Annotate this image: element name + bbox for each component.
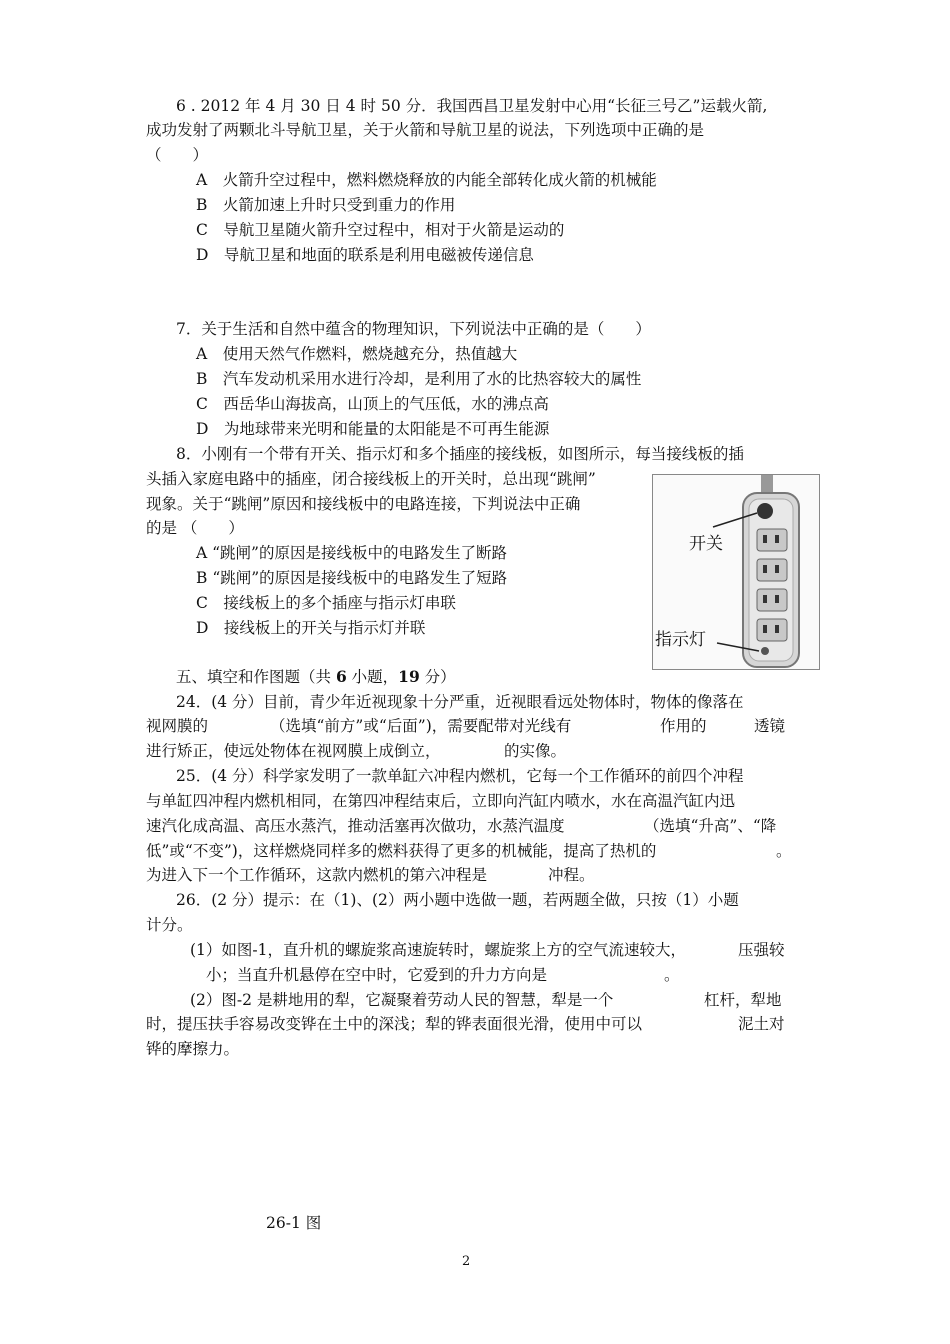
- q26-part1a: (1）如图-1，直升机的螺旋浆高速旋转时，螺旋浆上方的空气流速较大，: [190, 941, 687, 959]
- q24-line3b: 的实像。: [504, 742, 567, 760]
- q24-line2c: 作用的: [660, 717, 707, 735]
- q25-line4b: 。: [776, 842, 792, 860]
- q25-line5b: 冲程。: [548, 866, 595, 884]
- q26-part2a: (2）图-2 是耕地用的犁，它凝聚着劳动人民的智慧，犁是一个: [190, 991, 614, 1009]
- q7-option-c: C 西岳华山海拔高，山顶上的气压低，水的沸点高: [196, 395, 549, 413]
- q8-option-d: D 接线板上的开关与指示灯并联: [196, 619, 426, 637]
- q24-line2a: 视网膜的: [146, 717, 209, 735]
- q6-option-d: D 导航卫星和地面的联系是利用电磁被传递信息: [196, 246, 534, 264]
- section-5-heading: [176, 667, 456, 687]
- q7-option-a: A 使用天然气作燃料，燃烧越充分，热值越大: [196, 345, 518, 363]
- section-5-prefix: 五、填空和作图题（共: [176, 668, 336, 686]
- q6-line1: 6 . 2012 年 4 月 30 日 4 时 50 分．我国西昌卫星发射中心用“长征三号乙”运载火箭,: [176, 97, 768, 115]
- q24-line1: 24．(4 分）目前，青少年近视现象十分严重，近视眼看远处物体时，物体的像落在: [176, 693, 744, 711]
- q6-option-a: A 火箭升空过程中，燃料燃烧释放的内能全部转化成火箭的机械能: [196, 171, 657, 189]
- q6-option-b: B 火箭加速上升时只受到重力的作用: [196, 196, 456, 214]
- q26-line2: 计分。: [146, 916, 193, 934]
- q25-line1: 25．(4 分）科学家发明了一款单缸六冲程内燃机，它每一个工作循环的前四个冲程: [176, 767, 744, 785]
- q6-line2: 成功发射了两颗北斗导航卫星，关于火箭和导航卫星的说法，下列选项中正确的是: [146, 121, 705, 139]
- q8-line3: 现象。关于“跳闸”原因和接线板中的电路连接，下判说法中正确: [146, 495, 581, 513]
- q24-line3a: 进行矫正，使远处物体在视网膜上成倒立，: [146, 742, 441, 760]
- q7-stem: 7．关于生活和自然中蕴含的物理知识，下列说法中正确的是（ ）: [176, 320, 651, 338]
- q24-line2d: 透镜: [754, 717, 786, 735]
- section-5-mid: 小题，: [346, 668, 399, 686]
- indicator-label: 指示灯: [655, 630, 706, 650]
- q25-line3b: （选填“升高”、“降: [644, 817, 777, 835]
- section-5-suffix: 分）: [419, 668, 456, 686]
- q8-option-a: A “跳闸”的原因是接线板中的电路发生了断路: [196, 544, 507, 562]
- q25-line2: 与单缸四冲程内燃机相同，在第四冲程结束后，立即向汽缸内喷水，水在高温汽缸内迅: [146, 792, 736, 810]
- q25-line4a: 低”或“不变”)，这样燃烧同样多的燃料获得了更多的机械能，提高了热机的: [146, 842, 657, 860]
- section-5-count: 6: [335, 667, 347, 686]
- q26-part2e: 铧的摩擦力。: [146, 1040, 240, 1058]
- q25-line5a: 为进入下一个工作循环，这款内燃机的第六冲程是: [146, 866, 488, 884]
- page-number: 2: [462, 1254, 471, 1269]
- q26-part1b: 压强较: [738, 941, 785, 959]
- q8-option-b: B “跳闸”的原因是接线板中的电路发生了短路: [196, 569, 508, 587]
- q24-line2b: （选填“前方”或“后面”)，需要配带对光线有: [270, 717, 572, 735]
- q26-part2b: 杠杆，犁地: [704, 991, 782, 1009]
- q6-blank: （ ）: [146, 146, 209, 164]
- q6-option-c: C 导航卫星随火箭升空过程中，相对于火箭是运动的: [196, 221, 565, 239]
- q26-line1: 26．(2 分）提示：在（1)、(2）两小题中选做一题，若两题全做，只按（1）小题: [176, 891, 739, 909]
- figure-caption: 26-1 图: [266, 1214, 322, 1232]
- power-strip-figure: [652, 474, 820, 670]
- q8-option-c: C 接线板上的多个插座与指示灯串联: [196, 594, 456, 612]
- q26-part2c: 时，提压扶手容易改变铧在土中的深浅；犁的铧表面很光滑，使用中可以: [146, 1015, 643, 1033]
- switch-label: 开关: [689, 534, 723, 554]
- q8-line1: 8．小刚有一个带有开关、指示灯和多个插座的接线板，如图所示，每当接线板的插: [176, 445, 744, 463]
- q26-part2d: 泥土对: [738, 1015, 785, 1033]
- q8-line4: 的是 （ ）: [146, 519, 244, 537]
- section-5-score: 19: [398, 667, 420, 686]
- q8-line2: 头插入家庭电路中的插座，闭合接线板上的开关时，总出现“跳闸”: [146, 470, 596, 488]
- q7-option-d: D 为地球带来光明和能量的太阳能是不可再生能源: [196, 420, 550, 438]
- q7-option-b: B 汽车发动机采用水进行冷却，是利用了水的比热容较大的属性: [196, 370, 642, 388]
- q26-part1d: 。: [664, 966, 680, 984]
- q26-part1c: 小；当直升机悬停在空中时，它爱到的升力方向是: [206, 966, 548, 984]
- q25-line3a: 速汽化成高温、高压水蒸汽，推动活塞再次做功，水蒸汽温度: [146, 817, 565, 835]
